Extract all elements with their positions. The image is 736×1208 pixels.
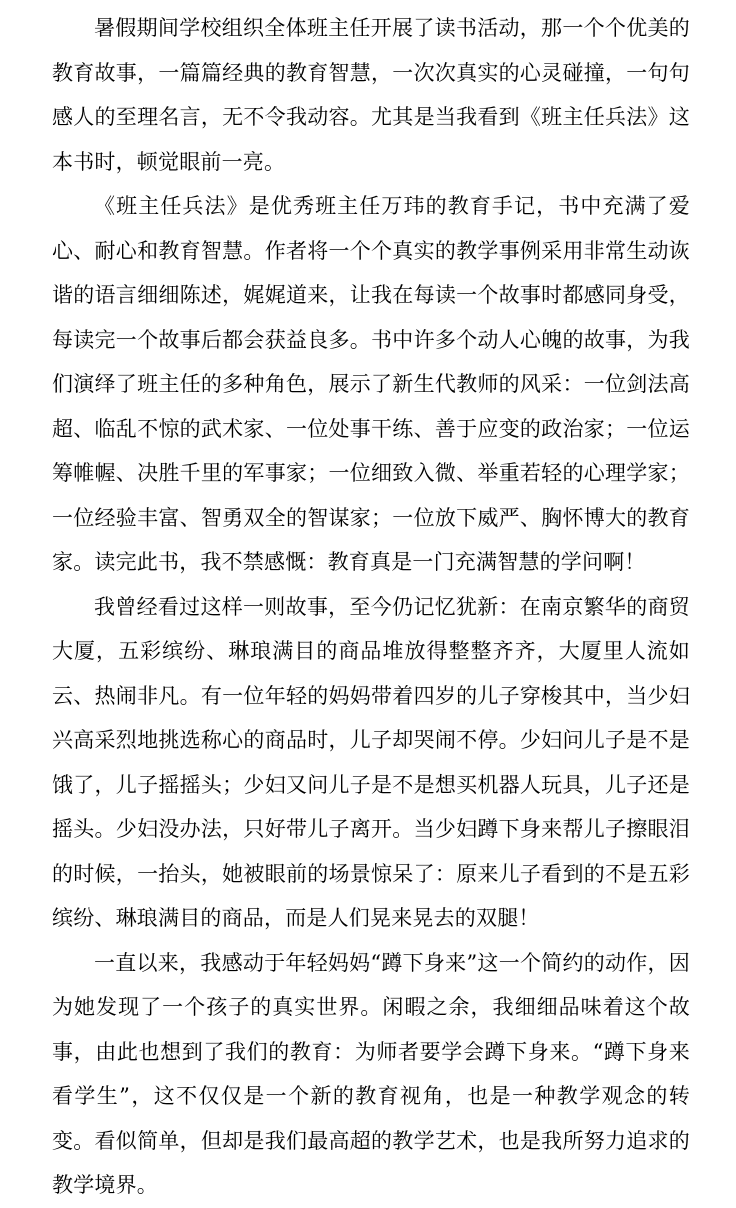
paragraph-reflection: 一直以来，我感动于年轻妈妈“蹲下身来”这一个简约的动作，因为她发现了一个孩子的真实世界。闲暇之余，我细细品味着这个故事，由此也想到了我们的教育：为师者要学会蹲下身来。“蹲下身来看学生”，这不仅仅是一个新的教育视角，也是一种教学观念的转变。看似简单，但却是我们最高超的教学艺术，也是我所努力追求的教学境界。 — [52, 950, 690, 1197]
paragraph-book-review: 《班主任兵法》是优秀班主任万玮的教育手记，书中充满了爱心、耐心和教育智慧。作者将一个个真实的教学事例采用非常生动诙谐的语言细细陈述，娓娓道来，让我在每读一个故事时都感同身受，每读完一个故事后都会获益良多。书中许多个动人心魄的故事，为我们演绎了班主任的多种角色，展示了新生代教师的风采：一位剑法高超、临乱不惊的武术家、一位处事干练、善于应变的政治家；一位运筹帷幄、决胜千里的军事家；一位细致入微、举重若轻的心理学家；一位经验丰富、智勇双全的智谋家；一位放下威严、胸怀博大的教育家。读完此书，我不禁感慨：教育真是一门充满智慧的学问啊！ — [52, 194, 690, 574]
paragraph-mall-story: 我曾经看过这样一则故事，至今仍记忆犹新：在南京繁华的商贸大厦，五彩缤纷、琳琅满目的商品堆放得整整齐齐，大厦里人流如云、热闹非凡。有一位年轻的妈妈带着四岁的儿子穿梭其中，当少妇兴高采烈地挑选称心的商品时，儿子却哭闹不停。少妇问儿子是不是饿了，儿子摇摇头；少妇又问儿子是不是想买机器人玩具，儿子还是摇头。少妇没办法，只好带儿子离开。当少妇蹲下身来帮儿子擦眼泪的时候，一抬头，她被眼前的场景惊呆了：原来儿子看到的不是五彩缤纷、琳琅满目的商品，而是人们晃来晃去的双腿！ — [52, 594, 690, 930]
paragraph-reading-activity: 暑假期间学校组织全体班主任开展了读书活动，那一个个优美的教育故事，一篇篇经典的教育智慧，一次次真实的心灵碰撞，一句句感人的至理名言，无不令我动容。尤其是当我看到《班主任兵法》这本书时，顿觉眼前一亮。 — [52, 16, 690, 174]
